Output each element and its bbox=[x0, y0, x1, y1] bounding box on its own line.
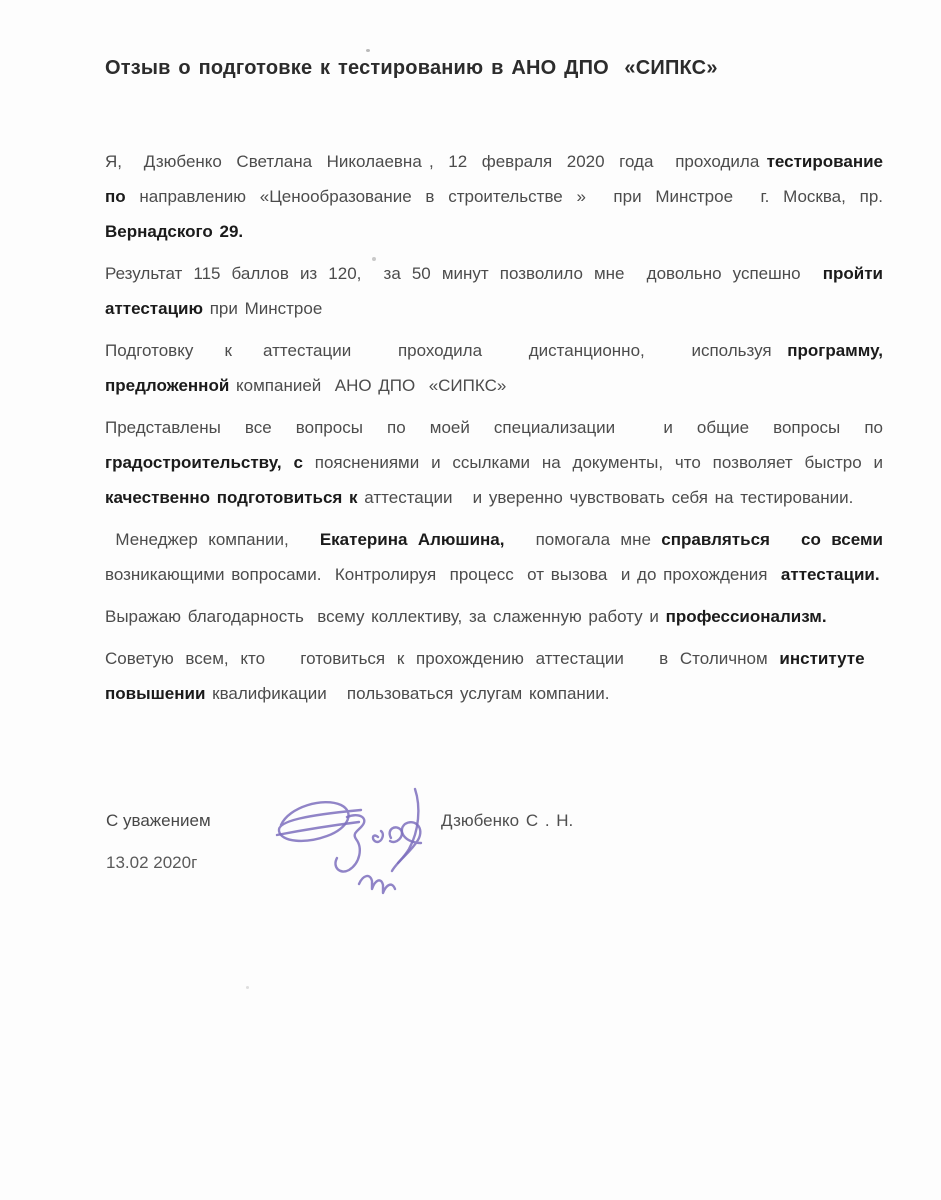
text-run: направлению «Ценообразование в строительстве » при Минстрое г. Москва, пр. bbox=[139, 187, 883, 206]
paragraph bbox=[105, 522, 883, 592]
text-run: помогала мне bbox=[514, 530, 662, 549]
bold-text-run: тестирование по bbox=[105, 152, 883, 206]
text-run: Менеджер компании, bbox=[105, 530, 320, 549]
bold-text-run: качественно подготовиться к bbox=[105, 488, 365, 507]
text-run: Результат 115 баллов из 120, за 50 минут позволило мне довольно успешно bbox=[105, 264, 823, 283]
paragraph bbox=[105, 641, 883, 711]
bold-text-run: профессионализм. bbox=[665, 607, 827, 626]
text-run: компанией АНО ДПО «СИПКС» bbox=[236, 376, 507, 395]
scan-speck bbox=[366, 49, 370, 52]
text-run: при Минстрое bbox=[209, 299, 323, 318]
bold-text-run: Екатерина Алюшина, bbox=[319, 530, 515, 549]
paragraph bbox=[105, 599, 883, 634]
closing-block bbox=[105, 791, 883, 941]
bold-text-run: пройти аттестацию bbox=[105, 264, 883, 318]
text-run: Выражаю благодарность всему коллективу, за слаженную работу и bbox=[105, 607, 666, 626]
closing-regards: С уважением bbox=[106, 811, 211, 830]
closing-signatory-name: Дзюбенко С . Н. bbox=[441, 811, 574, 830]
text-run: пояснениями и ссылками на документы, что позволяет быстро и bbox=[314, 453, 883, 472]
text-run: Я, Дзюбенко Светлана Николаевна , 12 февраля 2020 года проходила bbox=[105, 152, 767, 171]
closing-date: 13.02 2020г bbox=[106, 853, 198, 872]
handwritten-signature bbox=[263, 781, 433, 906]
paragraph bbox=[105, 410, 883, 515]
bold-text-run: Вернадского 29. bbox=[105, 222, 244, 241]
paragraph bbox=[105, 256, 883, 326]
bold-text-run: градостроительству, с bbox=[105, 453, 315, 472]
bold-text-run: справляться со всеми bbox=[661, 530, 883, 549]
bold-text-run: программу, предложенной bbox=[105, 341, 883, 395]
document-title: Отзыв о подготовке к тестированию в АНО ДПО «СИПКС» bbox=[105, 57, 718, 79]
text-run: аттестации и уверенно чувствовать себя на тестировании. bbox=[364, 488, 854, 507]
text-run: Советую всем, кто готовиться к прохождению аттестации в Столичном bbox=[105, 649, 780, 668]
text-run: квалификации пользоваться услугам компании. bbox=[212, 684, 610, 703]
text-run: Подготовку к аттестации проходила дистанционно, используя bbox=[105, 341, 788, 360]
text-run: возникающими вопросами. Контролируя процесс от вызова и до прохождения bbox=[105, 565, 781, 584]
bold-text-run: аттестации. bbox=[780, 565, 880, 584]
bold-text-run: институте повышении bbox=[105, 649, 883, 703]
paragraph bbox=[105, 144, 883, 249]
text-run: Представлены все вопросы по моей специализации и общие вопросы по bbox=[105, 418, 883, 437]
scan-speck bbox=[246, 986, 249, 989]
paragraph bbox=[105, 333, 883, 403]
document-body bbox=[105, 144, 883, 711]
